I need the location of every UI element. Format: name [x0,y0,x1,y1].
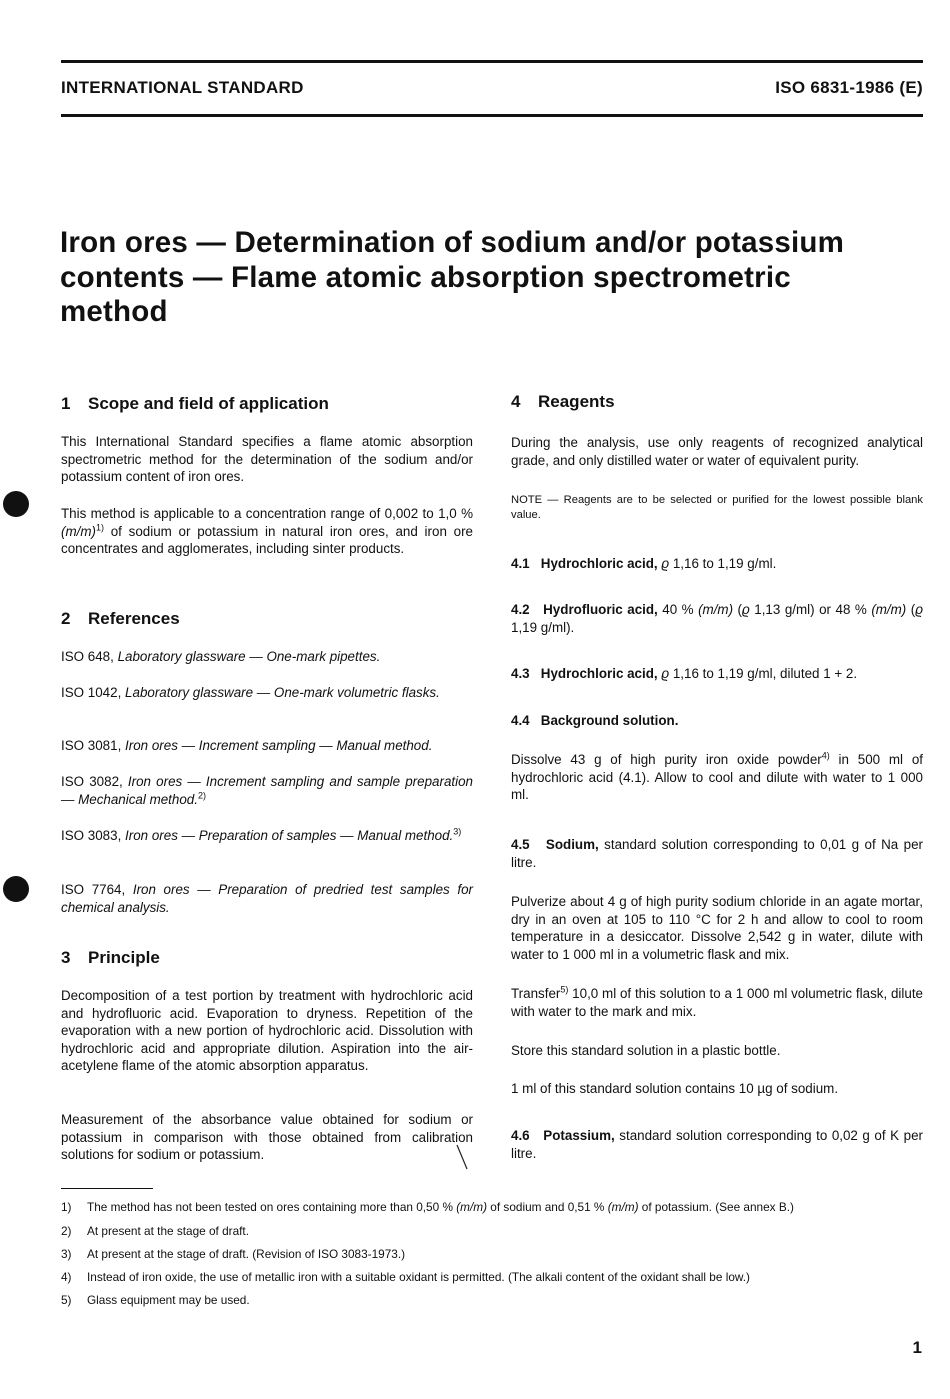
reagent-item: 4.4 Background solution. [511,713,679,728]
page-number: 1 [912,1338,922,1357]
section-heading: 1 Scope and field of application [61,394,329,413]
footnote: 1) The method has not been tested on ores containing more than 0,50 % (m/m) of sodium and 0,51 % (m/m) of potassium. (See annex B.) [61,1200,794,1214]
paragraph: Measurement of the absorbance value obtained for sodium or potassium in comparison with those obtained from calibration solutions for sodium or potassium. [61,1112,473,1163]
reference-item: ISO 3083, Iron ores — Preparation of samples — Manual method.$^{3)}$ [61,826,462,843]
header-standard-number: ISO 6831-1986 (E) [775,78,923,97]
reagent-item: 4.6 Potassium, standard solution corresponding to 0,02 g of K per litre. [511,1128,923,1161]
header-standard-label: INTERNATIONAL STANDARD [61,78,304,97]
punch-hole [3,876,29,902]
footnote: 2) At present at the stage of draft. [61,1224,249,1238]
section-heading: 4 Reagents [511,392,615,411]
reagent-item: 4.1 Hydrochloric acid, ϱ 1,16 to 1,19 g/ml. [511,556,777,571]
footnote: 3) At present at the stage of draft. (Revision of ISO 3083-1973.) [61,1247,406,1261]
paragraph: Transfer$^{5)}$ 10,0 ml of this solution to a 1 000 ml volumetric flask, dilute with water to the mark and mix. [511,984,923,1019]
reagent-item: 4.2 Hydrofluoric acid, 40 % (m/m) (ϱ 1,13 g/ml) or 48 % (m/m) (ϱ 1,19 g/ml). [511,602,923,635]
section-heading: 2 References [61,609,180,628]
title-line: method [60,295,168,328]
footnote-rule [61,1188,153,1189]
reference-item: ISO 3082, Iron ores — Increment sampling and sample preparation — Mechanical method.$^{2)}$ [61,774,473,807]
paragraph: Dissolve 43 g of high purity iron oxide powder$^{4)}$ in 500 ml of hydrochloric acid (4.1). Allow to cool and dilute with water to 1 000 ml. [511,750,923,803]
paragraph: This method is applicable to a concentration range of 0,002 to 1,0 % $(m/m)^{1)}$ of sodium or potassium in natural iron ores, and iron ore concentrates and agglomerates, including sinter products. [61,506,473,557]
right-column [511,0,923,1180]
paragraph: 1 ml of this standard solution contains 10 µg of sodium. [511,1081,839,1096]
title-line: contents — Flame atomic absorption spectrometric [60,260,791,294]
paragraph: During the analysis, use only reagents of recognized analytical grade, and only distilled water or water of equivalent purity. [511,435,923,468]
note: NOTE — Reagents are to be selected or purified for the lowest possible blank value. [511,494,923,521]
paragraph: Pulverize about 4 g of high purity sodium chloride in an agate mortar, dry in an oven at 105 to 110 °C for 2 h and allow to cool to room temperature in a desiccator. Dissolve 2,542 g in water, dilute with water to 1 000 ml in a volumetric flask and mix. [511,894,923,962]
left-column [61,0,473,1180]
paragraph: This International Standard specifies a flame atomic absorption spectrometric method for the determination of the sodium and/or potassium content of iron ores. [61,434,473,485]
reference-item: ISO 1042, Laboratory glassware — One-mark volumetric flasks. [61,685,440,700]
reagent-item: 4.3 Hydrochloric acid, ϱ 1,16 to 1,19 g/ml, diluted 1 + 2. [511,666,858,681]
punch-hole [3,491,29,517]
reference-item: ISO 7764, Iron ores — Preparation of predried test samples for chemical analysis. [61,882,473,915]
paragraph: Decomposition of a test portion by treatment with hydrochloric acid and hydrofluoric acid. Evaporation to dryness. Repetition of the evaporation with a new portion of hydrochloric acid. Dissolution with hydrochloric acid and appropriate dilution. Aspiration into the air-acetylene flame of the atomic absorption apparatus. [61,988,473,1074]
reference-item: ISO 648, Laboratory glassware — One-mark pipettes. [61,649,381,664]
title-line: Iron ores — Determination of sodium and/or potassium [60,226,845,259]
reagent-item: 4.5 Sodium, standard solution corresponding to 0,01 g of Na per litre. [511,837,923,870]
reference-item: ISO 3081, Iron ores — Increment sampling — Manual method. [61,738,433,753]
footnote: 4) Instead of iron oxide, the use of metallic iron with a suitable oxidant is permitted. (The alkali content of the oxidant shall be low.) [61,1270,750,1284]
section-heading: 3 Principle [61,948,160,967]
margin-mark [455,1143,469,1171]
paragraph: Store this standard solution in a plastic bottle. [511,1043,781,1058]
footnote: 5) Glass equipment may be used. [61,1293,250,1307]
